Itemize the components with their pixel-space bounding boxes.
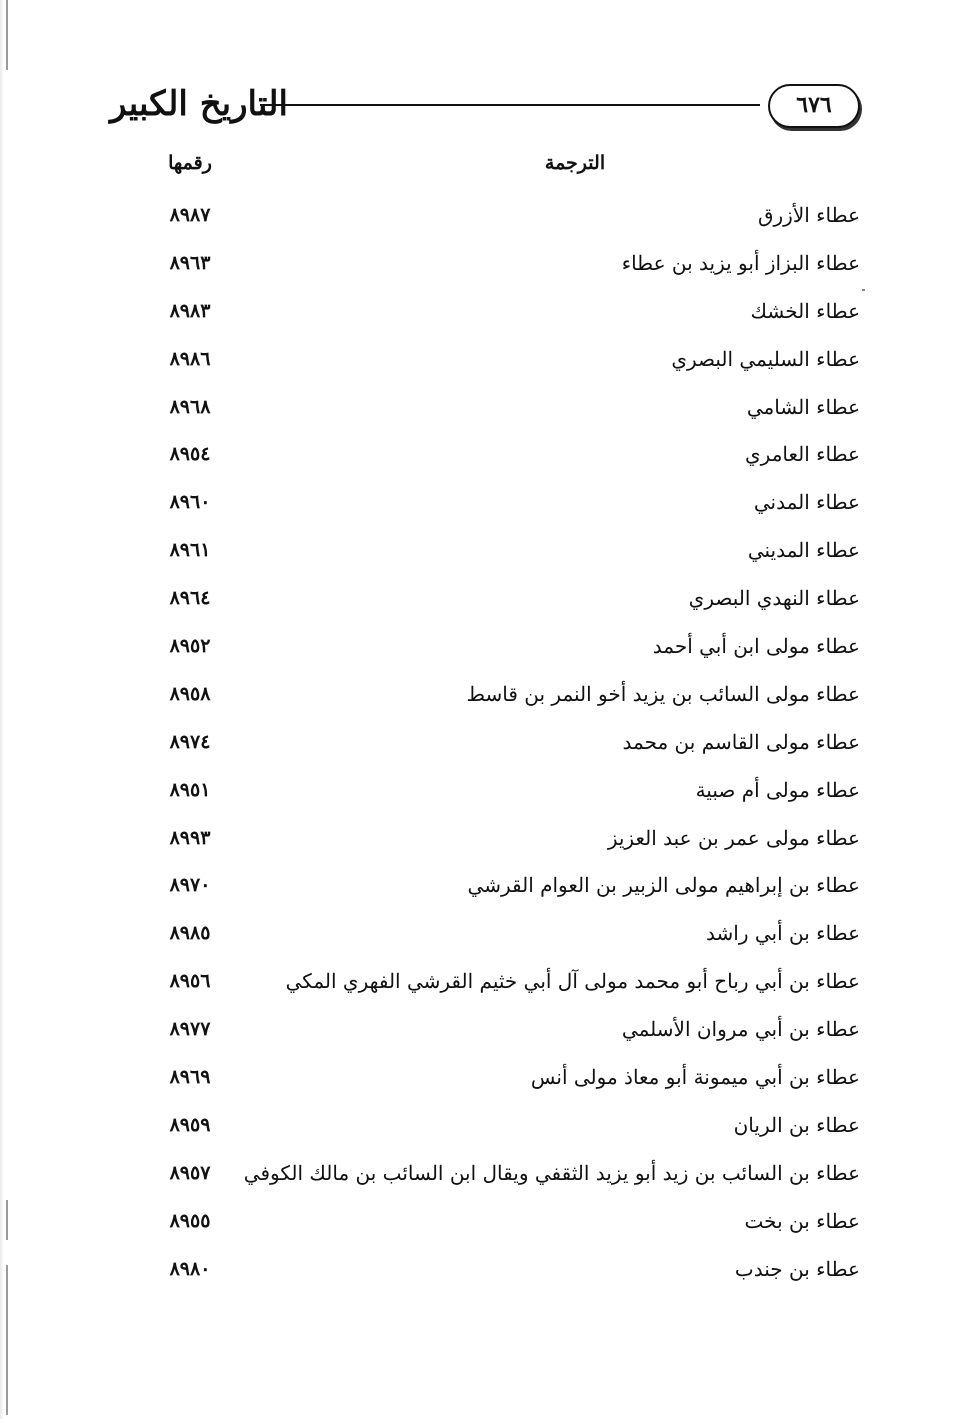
index-row bbox=[140, 1153, 860, 1201]
index-row bbox=[140, 865, 860, 913]
entry-number: ٨٩٧٠ bbox=[169, 874, 211, 897]
index-list bbox=[140, 195, 860, 1296]
entry-name: عطاء بن السائب بن زيد أبو يزيد الثقفي ويقال ابن السائب بن مالك الكوفي bbox=[243, 1160, 860, 1185]
entry-name: عطاء مولى القاسم بن محمد bbox=[622, 729, 860, 754]
entry-number: ٨٩٦٠ bbox=[169, 491, 211, 514]
margin-mark bbox=[6, 1265, 8, 1415]
index-row bbox=[140, 530, 860, 578]
entry-number: ٨٩٦٣ bbox=[169, 251, 211, 274]
scan-edge bbox=[0, 0, 4, 1419]
entry-name: عطاء المديني bbox=[747, 538, 860, 563]
index-row bbox=[140, 818, 860, 866]
index-row bbox=[140, 243, 860, 291]
column-header-title: الترجمة bbox=[544, 152, 606, 174]
entry-name: عطاء النهدي البصري bbox=[688, 586, 860, 611]
entry-name: عطاء بن أبي ميمونة أبو معاذ مولى أنس bbox=[530, 1065, 860, 1090]
margin-mark bbox=[6, 1200, 8, 1240]
entry-name: عطاء بن الريان bbox=[733, 1112, 860, 1137]
index-row bbox=[140, 482, 860, 530]
entry-name: عطاء المدني bbox=[753, 490, 860, 515]
index-row bbox=[140, 195, 860, 243]
entry-number: ٨٩٧٤ bbox=[169, 730, 211, 753]
entry-number: ٨٩٩٣ bbox=[169, 826, 211, 849]
index-row bbox=[140, 1249, 860, 1297]
entry-name: عطاء مولى أم صبية bbox=[695, 777, 860, 802]
entry-number: ٨٩٥٨ bbox=[169, 682, 211, 705]
index-row bbox=[140, 722, 860, 770]
entry-number: ٨٩٥٤ bbox=[169, 443, 211, 466]
index-row bbox=[140, 626, 860, 674]
entry-name: عطاء بن أبي راشد bbox=[706, 921, 860, 946]
entry-name: عطاء البزاز أبو يزيد بن عطاء bbox=[621, 250, 860, 275]
stray-mark bbox=[862, 289, 865, 291]
index-row bbox=[140, 339, 860, 387]
entry-name: عطاء بن جندب bbox=[734, 1256, 860, 1281]
index-row bbox=[140, 578, 860, 626]
entry-name: عطاء الخشك bbox=[750, 298, 860, 323]
index-row bbox=[140, 961, 860, 1009]
entry-number: ٨٩٥٩ bbox=[169, 1113, 211, 1136]
entry-name: عطاء مولى عمر بن عبد العزيز bbox=[607, 825, 860, 850]
entry-number: ٨٩٦٨ bbox=[169, 395, 211, 418]
index-row bbox=[140, 1105, 860, 1153]
page-header bbox=[110, 78, 860, 130]
margin-mark bbox=[6, 0, 8, 70]
index-row bbox=[140, 1009, 860, 1057]
entry-name: عطاء مولى ابن أبي أحمد bbox=[652, 634, 860, 659]
entry-name: عطاء مولى السائب بن يزيد أخو النمر بن قاسط bbox=[466, 681, 860, 706]
entry-number: ٨٩٧٧ bbox=[169, 1018, 211, 1041]
entry-name: عطاء السليمي البصري bbox=[671, 346, 860, 371]
index-row bbox=[140, 434, 860, 482]
index-row bbox=[140, 674, 860, 722]
entry-number: ٨٩٥١ bbox=[169, 778, 211, 801]
entry-number: ٨٩٨٦ bbox=[169, 347, 211, 370]
entry-number: ٨٩٥٢ bbox=[169, 635, 211, 658]
entry-name: عطاء العامري bbox=[745, 442, 860, 467]
entry-number: ٨٩٨٧ bbox=[169, 204, 211, 226]
entry-name: عطاء بن أبي رباح أبو محمد مولى آل أبي خثيم القرشي الفهري المكي bbox=[285, 969, 860, 994]
page-number-badge: ٦٧٦ bbox=[768, 84, 860, 128]
entry-number: ٨٩٨٥ bbox=[169, 922, 211, 945]
entry-number: ٨٩٥٥ bbox=[169, 1209, 211, 1232]
entry-number: ٨٩٦٤ bbox=[169, 587, 211, 610]
entry-name: عطاء الشامي bbox=[746, 394, 860, 419]
entry-number: ٨٩٥٦ bbox=[169, 970, 211, 993]
entry-number: ٨٩٥٧ bbox=[169, 1161, 211, 1184]
entry-name: عطاء بن بخت bbox=[744, 1208, 860, 1233]
book-title: التاريخ الكبير bbox=[110, 84, 288, 124]
index-row bbox=[140, 770, 860, 818]
index-row bbox=[140, 1201, 860, 1249]
index-row bbox=[140, 387, 860, 435]
entry-number: ٨٩٦١ bbox=[169, 539, 211, 562]
entry-number: ٨٩٨٠ bbox=[169, 1257, 211, 1280]
index-row bbox=[140, 1057, 860, 1105]
entry-name: عطاء الأزرق bbox=[758, 203, 860, 227]
entry-name: عطاء بن إبراهيم مولى الزبير بن العوام القرشي bbox=[467, 873, 860, 898]
header-rule bbox=[260, 104, 760, 106]
entry-name: عطاء بن أبي مروان الأسلمي bbox=[621, 1017, 860, 1042]
index-row bbox=[140, 291, 860, 339]
entry-number: ٨٩٨٣ bbox=[169, 299, 211, 322]
entry-number: ٨٩٦٩ bbox=[169, 1066, 211, 1089]
column-header-number: رقمها bbox=[168, 152, 212, 174]
index-row bbox=[140, 913, 860, 961]
